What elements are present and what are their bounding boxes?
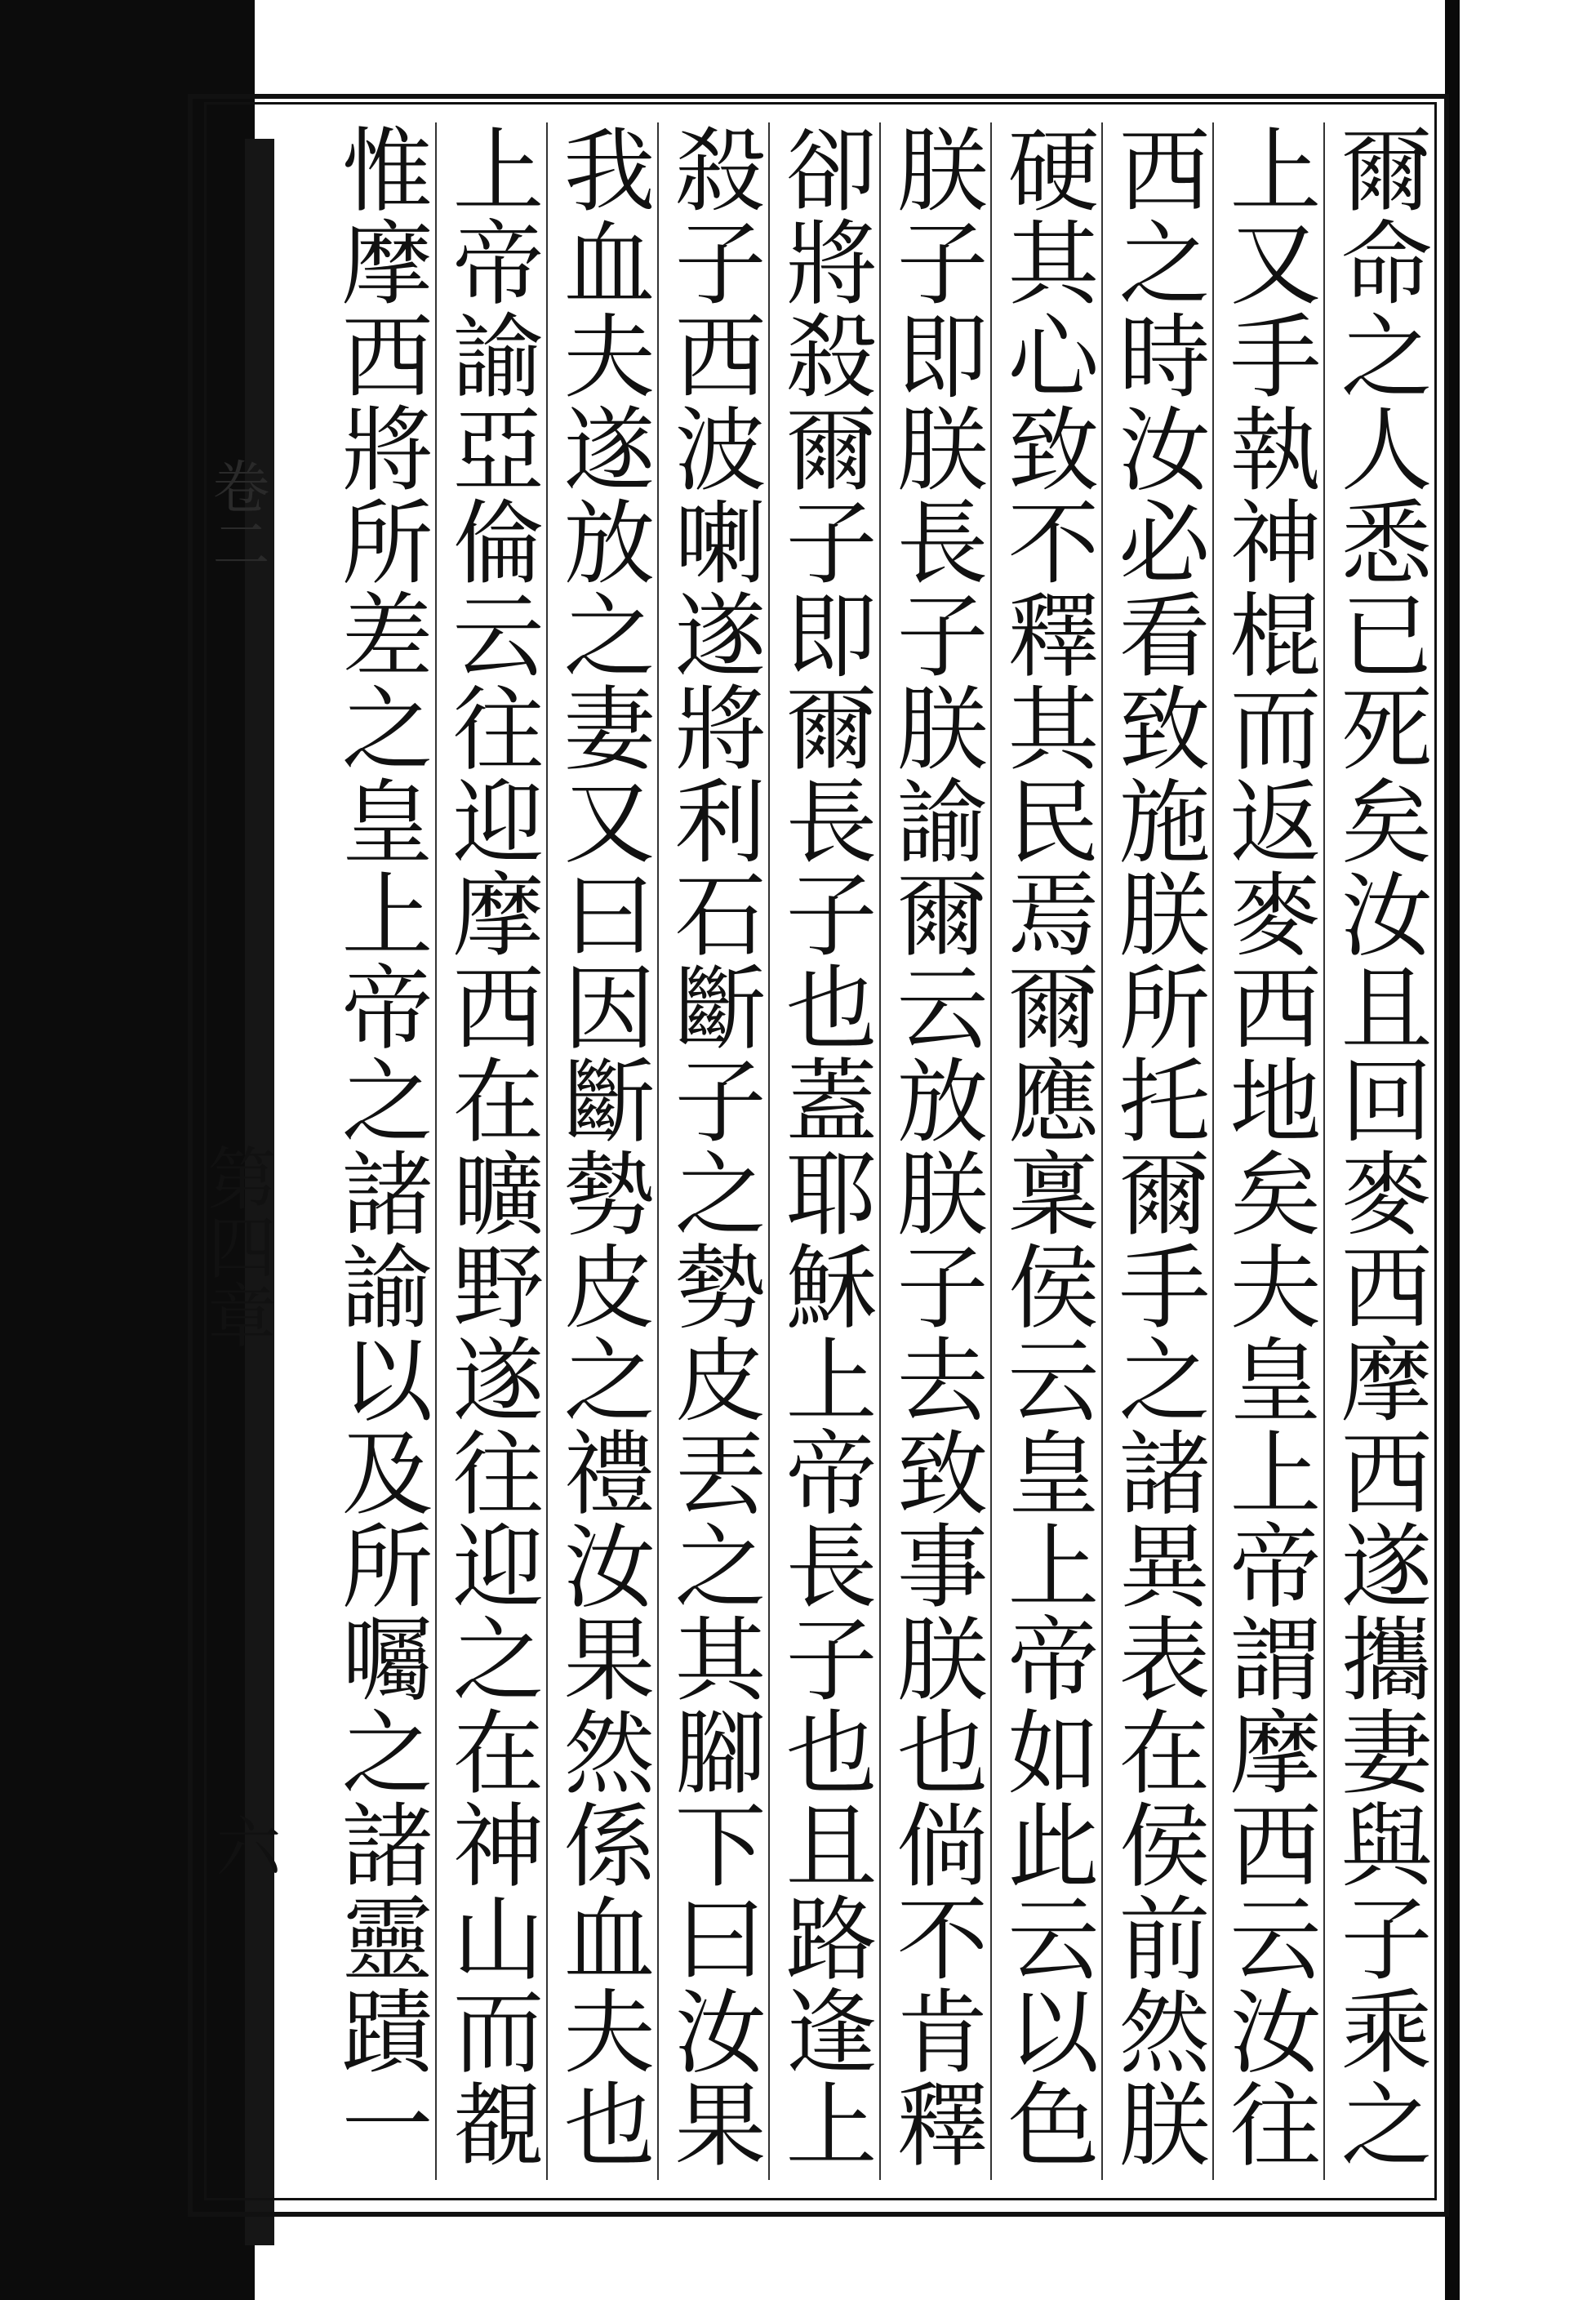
text-column-4: 硬其心致不釋其民焉爾應稟侯云皇上帝如此云以色 bbox=[990, 122, 1101, 2180]
text-column-8: 我血夫遂放之妻又曰因斷勢皮之禮汝果然係血夫也 bbox=[546, 122, 657, 2180]
spine-label: 卷二 bbox=[203, 457, 270, 572]
text-column-10: 惟摩西將所差之皇上帝之諸諭以及所囑之諸靈蹟一 bbox=[327, 122, 433, 2170]
text-column-3: 西之時汝必看致施朕所托爾手之諸異表在侯前然朕 bbox=[1101, 122, 1212, 2180]
text-column-2: 上又手執神棍而返麥西地矣夫皇上帝謂摩西云汝往 bbox=[1212, 122, 1323, 2180]
right-margin bbox=[1463, 0, 1596, 2300]
text-column-9: 上帝諭亞倫云往迎摩西在曠野遂往迎之在神山而覩 bbox=[435, 122, 546, 2180]
chapter-label: 第四章 bbox=[197, 1143, 277, 1349]
text-column-6: 卻將殺爾子即爾長子也蓋耶穌上帝長子也且路逢上 bbox=[768, 122, 879, 2180]
page-number: 六 bbox=[205, 1813, 281, 1878]
text-block bbox=[214, 122, 1434, 2180]
text-column-5: 朕子即朕長子朕諭爾云放朕子去致事朕也倘不肯釋 bbox=[879, 122, 990, 2180]
text-column-7: 殺子西波喇遂將利石斷子之勢皮丟之其腳下曰汝果 bbox=[657, 122, 768, 2180]
text-column-1: 爾命之人悉已死矣汝且回麥西摩西遂攜妻與子乘之 bbox=[1323, 122, 1434, 2180]
